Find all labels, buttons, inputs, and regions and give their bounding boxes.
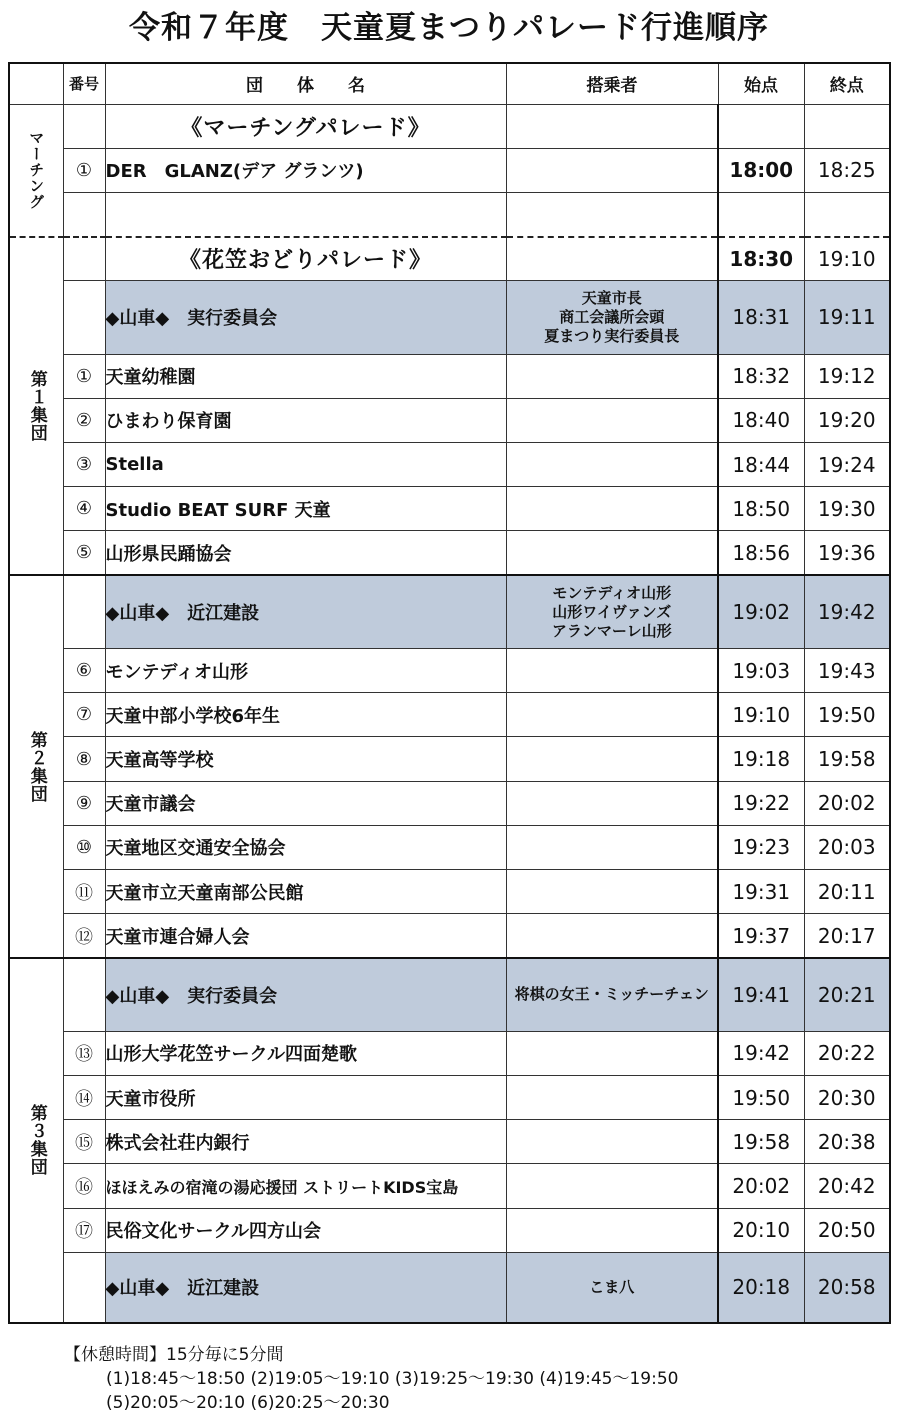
group-label-marching: マーチング: [9, 104, 63, 237]
header-end: 終点: [804, 63, 890, 104]
table-row: [9, 693, 890, 737]
row-start: 19:03: [718, 649, 804, 693]
row-name: ほほえみの宿滝の湯応援団 ストリートKIDS宝島: [105, 1164, 506, 1208]
row-number: ⑮: [63, 1120, 105, 1164]
row-start: 19:22: [718, 781, 804, 825]
row-start: 19:23: [718, 825, 804, 869]
row-name: 天童地区交通安全協会: [105, 825, 506, 869]
row-name: ◆山車◆ 実行委員会: [105, 281, 506, 354]
row-end: 20:22: [804, 1031, 890, 1075]
row-start: 18:50: [718, 487, 804, 531]
row-end: 20:42: [804, 1164, 890, 1208]
row-start: 19:41: [718, 958, 804, 1031]
table-row: [9, 649, 890, 693]
row-number: ①: [63, 148, 105, 192]
row-name: ◆山車◆ 近江建設: [105, 1252, 506, 1323]
table-row: [9, 281, 890, 354]
table-row: [9, 737, 890, 781]
group-label-3: 第３集団: [9, 958, 63, 1323]
row-end: 20:30: [804, 1076, 890, 1120]
row-number: ⑥: [63, 649, 105, 693]
row-number: ⑬: [63, 1031, 105, 1075]
table-row: [9, 354, 890, 398]
row-number: ③: [63, 443, 105, 487]
row-start: 19:18: [718, 737, 804, 781]
header-rider: 搭乗者: [506, 63, 718, 104]
row-end: 19:30: [804, 487, 890, 531]
row-number: [63, 281, 105, 354]
row-rider: 将棋の女王・ミッチーチェン: [506, 958, 718, 1031]
row-end: 20:21: [804, 958, 890, 1031]
row-end: 19:36: [804, 531, 890, 575]
row-start: 18:44: [718, 443, 804, 487]
row-name: ◆山車◆ 実行委員会: [105, 958, 506, 1031]
row-number: ⑩: [63, 825, 105, 869]
row-end: 19:42: [804, 575, 890, 648]
row-end: 19:50: [804, 693, 890, 737]
row-name: 天童市立天童南部公民館: [105, 870, 506, 914]
header-start: 始点: [718, 63, 804, 104]
header-group: [9, 63, 63, 104]
row-number: ⑫: [63, 914, 105, 958]
row-start: 20:02: [718, 1164, 804, 1208]
row-start: 19:42: [718, 1031, 804, 1075]
table-row: [9, 443, 890, 487]
row-name: 天童市議会: [105, 781, 506, 825]
row-name: 天童幼稚園: [105, 354, 506, 398]
section-heading-marching: 《マーチングパレード》: [105, 104, 506, 148]
row-name: 民俗文化サークル四方山会: [105, 1208, 506, 1252]
row-end: 20:02: [804, 781, 890, 825]
row-end: 18:25: [804, 148, 890, 192]
table-row: [9, 192, 890, 236]
row-name: 山形県民踊協会: [105, 531, 506, 575]
row-number: [63, 1252, 105, 1323]
group-label-1: 第１集団: [9, 237, 63, 576]
parade-order-table: [8, 62, 891, 1324]
row-rider: 天童市長 商工会議所会頭 夏まつり実行委員長: [506, 281, 718, 354]
row-end: 20:03: [804, 825, 890, 869]
table-row: [9, 1120, 890, 1164]
table-row: [9, 1252, 890, 1323]
row-name: DER GLANZ(デア グランツ): [105, 148, 506, 192]
row-number: ⑰: [63, 1208, 105, 1252]
table-row: [9, 870, 890, 914]
row-name: ◆山車◆ 近江建設: [105, 575, 506, 648]
row-end: 20:11: [804, 870, 890, 914]
row-start: 18:40: [718, 398, 804, 442]
table-row: [9, 914, 890, 958]
row-end: 20:38: [804, 1120, 890, 1164]
row-number: ⑯: [63, 1164, 105, 1208]
table-row: [9, 237, 890, 281]
row-start: 18:00: [718, 148, 804, 192]
row-name: Studio BEAT SURF 天童: [105, 487, 506, 531]
row-number: ⑤: [63, 531, 105, 575]
row-end: 19:12: [804, 354, 890, 398]
row-number: ⑦: [63, 693, 105, 737]
table-row: [9, 487, 890, 531]
row-number: ⑧: [63, 737, 105, 781]
row-name: 株式会社荘内銀行: [105, 1120, 506, 1164]
row-end: 20:50: [804, 1208, 890, 1252]
row-start: 19:37: [718, 914, 804, 958]
row-end: 19:10: [804, 237, 890, 281]
note-line-2: (1)18:45～18:50 (2)19:05～19:10 (3)19:25～19:30 (4)19:45～19:50: [106, 1369, 679, 1389]
header-number: 番号: [63, 63, 105, 104]
row-name: 山形大学花笠サークル四面楚歌: [105, 1031, 506, 1075]
table-row: [9, 1031, 890, 1075]
row-name: 天童市役所: [105, 1076, 506, 1120]
table-row: [9, 781, 890, 825]
table-row: [9, 104, 890, 148]
row-end: 20:58: [804, 1252, 890, 1323]
row-start: 20:18: [718, 1252, 804, 1323]
table-row: [9, 398, 890, 442]
table-row: [9, 1164, 890, 1208]
table-row: [9, 531, 890, 575]
row-start: 19:58: [718, 1120, 804, 1164]
row-name: 天童中部小学校6年生: [105, 693, 506, 737]
row-start: 19:10: [718, 693, 804, 737]
row-start: 19:31: [718, 870, 804, 914]
row-end: 19:20: [804, 398, 890, 442]
row-end: 19:24: [804, 443, 890, 487]
table-row: [9, 1208, 890, 1252]
note-line-3: (5)20:05～20:10 (6)20:25～20:30: [106, 1393, 390, 1413]
table-row: [9, 825, 890, 869]
row-end: 20:17: [804, 914, 890, 958]
row-start: 20:10: [718, 1208, 804, 1252]
row-number: [63, 958, 105, 1031]
row-rider: こま八: [506, 1252, 718, 1323]
row-end: 19:11: [804, 281, 890, 354]
row-number: ⑪: [63, 870, 105, 914]
table-row: [9, 575, 890, 648]
row-start: 19:50: [718, 1076, 804, 1120]
row-number: ⑭: [63, 1076, 105, 1120]
row-number: ④: [63, 487, 105, 531]
section-heading-hanagasa: 《花笠おどりパレード》: [105, 237, 506, 281]
row-name: ひまわり保育園: [105, 398, 506, 442]
table-row: [9, 148, 890, 192]
row-start: 18:30: [718, 237, 804, 281]
row-start: 18:31: [718, 281, 804, 354]
row-start: 18:32: [718, 354, 804, 398]
row-number: ②: [63, 398, 105, 442]
row-end: 19:43: [804, 649, 890, 693]
break-time-note: [64, 1343, 678, 1415]
row-name: モンテディオ山形: [105, 649, 506, 693]
header-name: 団 体 名: [105, 63, 506, 104]
row-start: 19:02: [718, 575, 804, 648]
row-number: ①: [63, 354, 105, 398]
row-rider: モンテディオ山形 山形ワイヴァンズ アランマーレ山形: [506, 575, 718, 648]
table-row: [9, 958, 890, 1031]
table-row: [9, 1076, 890, 1120]
row-end: 19:58: [804, 737, 890, 781]
page-title: 令和７年度 天童夏まつりパレード行進順序: [129, 10, 769, 46]
header-row: [9, 63, 890, 104]
row-start: 18:56: [718, 531, 804, 575]
note-line-1: 【休憩時間】15分毎に5分間: [64, 1345, 284, 1365]
group-label-2: 第２集団: [9, 575, 63, 958]
row-name: 天童市連合婦人会: [105, 914, 506, 958]
row-number: [63, 575, 105, 648]
row-name: Stella: [105, 443, 506, 487]
row-name: 天童高等学校: [105, 737, 506, 781]
row-number: ⑨: [63, 781, 105, 825]
